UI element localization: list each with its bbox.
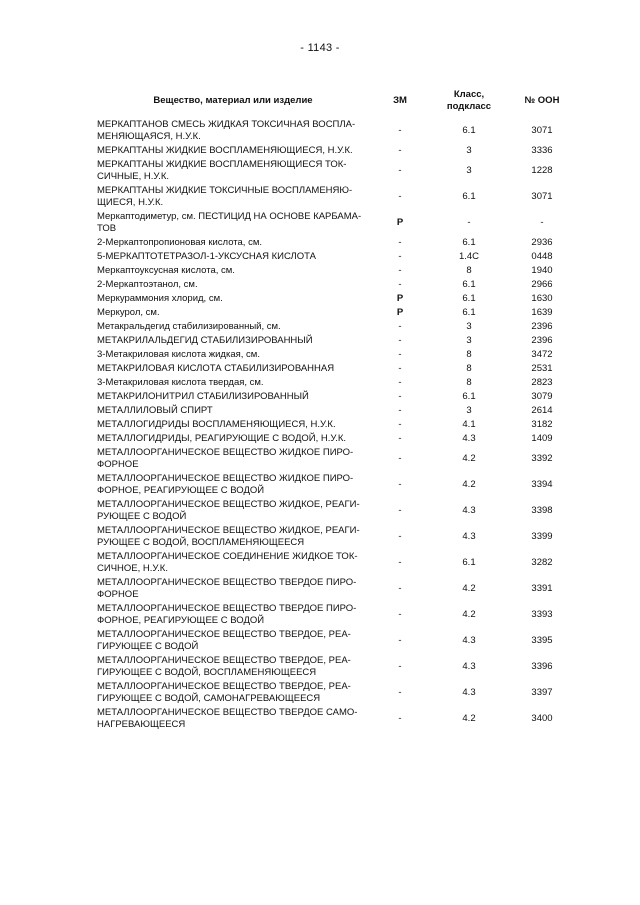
un-number: 3399 <box>531 531 553 542</box>
zm-mark: - <box>398 377 402 388</box>
zm-mark: Р <box>396 307 404 318</box>
zm-mark: - <box>398 349 402 360</box>
class-value: 8 <box>466 349 472 360</box>
un-number: 3394 <box>531 479 553 490</box>
table-row <box>97 680 577 706</box>
un-number: 1409 <box>531 433 553 444</box>
substance-name: МЕТАЛЛООРГАНИЧЕСКОЕ ВЕЩЕСТВО ТВЕРДОЕ ПИРО- ФОРНОЕ, РЕАГИРУЮЩЕЕ С ВОДОЙ <box>97 603 357 626</box>
un-number: 3391 <box>531 583 553 594</box>
zm-mark: - <box>398 237 402 248</box>
zm-mark: - <box>398 583 402 594</box>
table-row <box>97 576 577 602</box>
substance-name: МЕТАКРИЛОВАЯ КИСЛОТА СТАБИЛИЗИРОВАННАЯ <box>97 363 335 374</box>
class-value: 6.1 <box>462 293 476 304</box>
class-value: 6.1 <box>462 237 476 248</box>
zm-mark: - <box>398 265 402 276</box>
header-substance: Вещество, материал или изделие <box>153 95 313 106</box>
table-row <box>97 418 577 432</box>
table-row <box>97 278 577 292</box>
substance-name: Метакральдегид стабилизированный, см. <box>97 321 281 332</box>
substance-name: 2-Меркаптоэтанол, см. <box>97 279 198 290</box>
class-value: 8 <box>466 363 472 374</box>
header-un-number: № ООН <box>524 95 560 106</box>
class-value: 3 <box>466 321 472 332</box>
substance-name: Меркурол, см. <box>97 307 160 318</box>
table-row <box>97 144 577 158</box>
zm-mark: - <box>398 279 402 290</box>
substance-name: МЕТАКРИЛОНИТРИЛ СТАБИЛИЗИРОВАННЫЙ <box>97 391 309 402</box>
substance-name: Меркаптоуксусная кислота, см. <box>97 265 235 276</box>
un-number: 3397 <box>531 687 553 698</box>
table-row <box>97 362 577 376</box>
substance-name: МЕРКАПТАНЫ ЖИДКИЕ ВОСПЛАМЕНЯЮЩИЕСЯ, Н.У.К. <box>97 145 353 156</box>
un-number: 3071 <box>531 191 553 202</box>
class-value: - <box>467 217 471 228</box>
class-value: 4.3 <box>462 661 476 672</box>
substance-name: МЕТАЛЛООРГАНИЧЕСКОЕ ВЕЩЕСТВО ЖИДКОЕ, РЕАГИ- РУЮЩЕЕ С ВОДОЙ, ВОСПЛАМЕНЯЮЩЕЕСЯ <box>97 525 360 548</box>
class-value: 4.3 <box>462 531 476 542</box>
un-number: 3182 <box>531 419 553 430</box>
zm-mark: - <box>398 335 402 346</box>
zm-mark: Р <box>396 293 404 304</box>
class-value: 6.1 <box>462 125 476 136</box>
un-number: 3398 <box>531 505 553 516</box>
substance-name: МЕТАЛЛООРГАНИЧЕСКОЕ ВЕЩЕСТВО ТВЕРДОЕ, РЕА- ГИРУЮЩЕЕ С ВОДОЙ, ВОСПЛАМЕНЯЮЩЕЕСЯ <box>97 655 351 678</box>
class-value: 3 <box>466 145 472 156</box>
class-value: 3 <box>466 335 472 346</box>
substance-name: МЕТАЛЛОГИДРИДЫ ВОСПЛАМЕНЯЮЩИЕСЯ, Н.У.К. <box>97 419 336 430</box>
un-number: 3400 <box>531 713 553 724</box>
zm-mark: - <box>398 251 402 262</box>
table-row <box>97 292 577 306</box>
class-value: 4.3 <box>462 687 476 698</box>
page-number: - 1143 - <box>300 42 340 54</box>
table-row <box>97 472 577 498</box>
substance-name: МЕТАЛЛООРГАНИЧЕСКОЕ ВЕЩЕСТВО ТВЕРДОЕ, РЕА- ГИРУЮЩЕЕ С ВОДОЙ, САМОНАГРЕВАЮЩЕЕСЯ <box>97 681 351 704</box>
table-row <box>97 158 577 184</box>
substance-name: Меркураммония хлорид, см. <box>97 293 223 304</box>
substance-name: 5-МЕРКАПТОТЕТРАЗОЛ-1-УКСУСНАЯ КИСЛОТА <box>97 251 316 262</box>
table-row <box>97 602 577 628</box>
class-value: 8 <box>466 377 472 388</box>
class-value: 6.1 <box>462 307 476 318</box>
un-number: 2396 <box>531 335 553 346</box>
class-value: 3 <box>466 165 472 176</box>
un-number: 3282 <box>531 557 553 568</box>
table-row <box>97 390 577 404</box>
table-row <box>97 250 577 264</box>
zm-mark: - <box>398 609 402 620</box>
class-value: 4.2 <box>462 583 476 594</box>
zm-mark: - <box>398 557 402 568</box>
class-value: 1.4С <box>458 251 480 262</box>
un-number: 2823 <box>531 377 553 388</box>
table-header <box>97 84 577 118</box>
dangerous-goods-table <box>97 84 577 732</box>
table-row <box>97 264 577 278</box>
zm-mark: - <box>398 479 402 490</box>
class-value: 4.2 <box>462 609 476 620</box>
substance-name: МЕТАЛЛООРГАНИЧЕСКОЕ ВЕЩЕСТВО ЖИДКОЕ ПИРО- ФОРНОЕ <box>97 447 354 470</box>
class-value: 3 <box>466 405 472 416</box>
substance-name: 3-Метакриловая кислота жидкая, см. <box>97 349 260 360</box>
table-body <box>97 118 577 732</box>
table-row <box>97 432 577 446</box>
substance-name: МЕРКАПТАНОВ СМЕСЬ ЖИДКАЯ ТОКСИЧНАЯ ВОСПЛА- МЕНЯЮЩАЯСЯ, Н.У.К. <box>97 119 356 142</box>
zm-mark: Р <box>396 217 404 228</box>
substance-name: МЕТАЛЛООРГАНИЧЕСКОЕ ВЕЩЕСТВО ЖИДКОЕ ПИРО- ФОРНОЕ, РЕАГИРУЮЩЕЕ С ВОДОЙ <box>97 473 354 496</box>
zm-mark: - <box>398 125 402 136</box>
table-row <box>97 184 577 210</box>
zm-mark: - <box>398 661 402 672</box>
table-row <box>97 348 577 362</box>
un-number: 3392 <box>531 453 553 464</box>
table-row <box>97 236 577 250</box>
substance-name: МЕТАЛЛОГИДРИДЫ, РЕАГИРУЮЩИЕ С ВОДОЙ, Н.У.К. <box>97 433 347 444</box>
substance-name: МЕРКАПТАНЫ ЖИДКИЕ ТОКСИЧНЫЕ ВОСПЛАМЕНЯЮ- ЩИЕСЯ, Н.У.К. <box>97 185 353 208</box>
un-number: 3396 <box>531 661 553 672</box>
zm-mark: - <box>398 433 402 444</box>
un-number: 2966 <box>531 279 553 290</box>
un-number: 3472 <box>531 349 553 360</box>
un-number: - <box>540 217 544 228</box>
table-row <box>97 550 577 576</box>
substance-name: МЕРКАПТАНЫ ЖИДКИЕ ВОСПЛАМЕНЯЮЩИЕСЯ ТОК- СИЧНЫЕ, Н.У.К. <box>97 159 347 182</box>
un-number: 3395 <box>531 635 553 646</box>
zm-mark: - <box>398 687 402 698</box>
class-value: 4.2 <box>462 479 476 490</box>
un-number: 2396 <box>531 321 553 332</box>
zm-mark: - <box>398 713 402 724</box>
substance-name: 3-Метакриловая кислота твердая, см. <box>97 377 264 388</box>
zm-mark: - <box>398 505 402 516</box>
class-value: 4.2 <box>462 453 476 464</box>
table-row <box>97 210 577 236</box>
un-number: 1639 <box>531 307 553 318</box>
un-number: 1228 <box>531 165 553 176</box>
class-value: 4.3 <box>462 433 476 444</box>
zm-mark: - <box>398 419 402 430</box>
table-row <box>97 498 577 524</box>
zm-mark: - <box>398 453 402 464</box>
substance-name: МЕТАЛЛООРГАНИЧЕСКОЕ ВЕЩЕСТВО ТВЕРДОЕ САМО- НАГРЕВАЮЩЕЕСЯ <box>97 707 358 730</box>
zm-mark: - <box>398 191 402 202</box>
un-number: 1630 <box>531 293 553 304</box>
header-zm: ЗМ <box>393 95 407 106</box>
zm-mark: - <box>398 145 402 156</box>
class-value: 6.1 <box>462 191 476 202</box>
un-number: 3393 <box>531 609 553 620</box>
zm-mark: - <box>398 363 402 374</box>
table-row <box>97 446 577 472</box>
un-number: 3079 <box>531 391 553 402</box>
table-row <box>97 628 577 654</box>
un-number: 2614 <box>531 405 553 416</box>
zm-mark: - <box>398 321 402 332</box>
class-value: 4.3 <box>462 505 476 516</box>
class-value: 8 <box>466 265 472 276</box>
substance-name: Меркаптодиметур, см. ПЕСТИЦИД НА ОСНОВЕ КАРБАМА- ТОВ <box>97 211 362 234</box>
un-number: 2531 <box>531 363 553 374</box>
table-row <box>97 524 577 550</box>
class-value: 6.1 <box>462 279 476 290</box>
table-row <box>97 306 577 320</box>
table-row <box>97 706 577 732</box>
un-number: 3071 <box>531 125 553 136</box>
substance-name: МЕТАЛЛООРГАНИЧЕСКОЕ ВЕЩЕСТВО ЖИДКОЕ, РЕАГИ- РУЮЩЕЕ С ВОДОЙ <box>97 499 360 522</box>
table-row <box>97 334 577 348</box>
table-row <box>97 404 577 418</box>
un-number: 2936 <box>531 237 553 248</box>
un-number: 1940 <box>531 265 553 276</box>
table-row <box>97 320 577 334</box>
table-row <box>97 654 577 680</box>
zm-mark: - <box>398 531 402 542</box>
class-value: 6.1 <box>462 391 476 402</box>
class-value: 6.1 <box>462 557 476 568</box>
table-row <box>97 118 577 144</box>
substance-name: МЕТАЛЛООРГАНИЧЕСКОЕ ВЕЩЕСТВО ТВЕРДОЕ ПИРО- ФОРНОЕ <box>97 577 357 600</box>
table-row <box>97 376 577 390</box>
class-value: 4.3 <box>462 635 476 646</box>
un-number: 0448 <box>531 251 553 262</box>
header-class: Класс, подкласс <box>446 89 492 112</box>
substance-name: 2-Меркаптопропионовая кислота, см. <box>97 237 263 248</box>
zm-mark: - <box>398 635 402 646</box>
substance-name: МЕТАЛЛИЛОВЫЙ СПИРТ <box>97 405 213 416</box>
substance-name: МЕТАЛЛООРГАНИЧЕСКОЕ СОЕДИНЕНИЕ ЖИДКОЕ ТОК- СИЧНОЕ, Н.У.К. <box>97 551 358 574</box>
substance-name: МЕТАКРИЛАЛЬДЕГИД СТАБИЛИЗИРОВАННЫЙ <box>97 335 313 346</box>
substance-name: МЕТАЛЛООРГАНИЧЕСКОЕ ВЕЩЕСТВО ТВЕРДОЕ, РЕА- ГИРУЮЩЕЕ С ВОДОЙ <box>97 629 351 652</box>
zm-mark: - <box>398 405 402 416</box>
un-number: 3336 <box>531 145 553 156</box>
class-value: 4.2 <box>462 713 476 724</box>
class-value: 4.1 <box>462 419 476 430</box>
zm-mark: - <box>398 165 402 176</box>
zm-mark: - <box>398 391 402 402</box>
